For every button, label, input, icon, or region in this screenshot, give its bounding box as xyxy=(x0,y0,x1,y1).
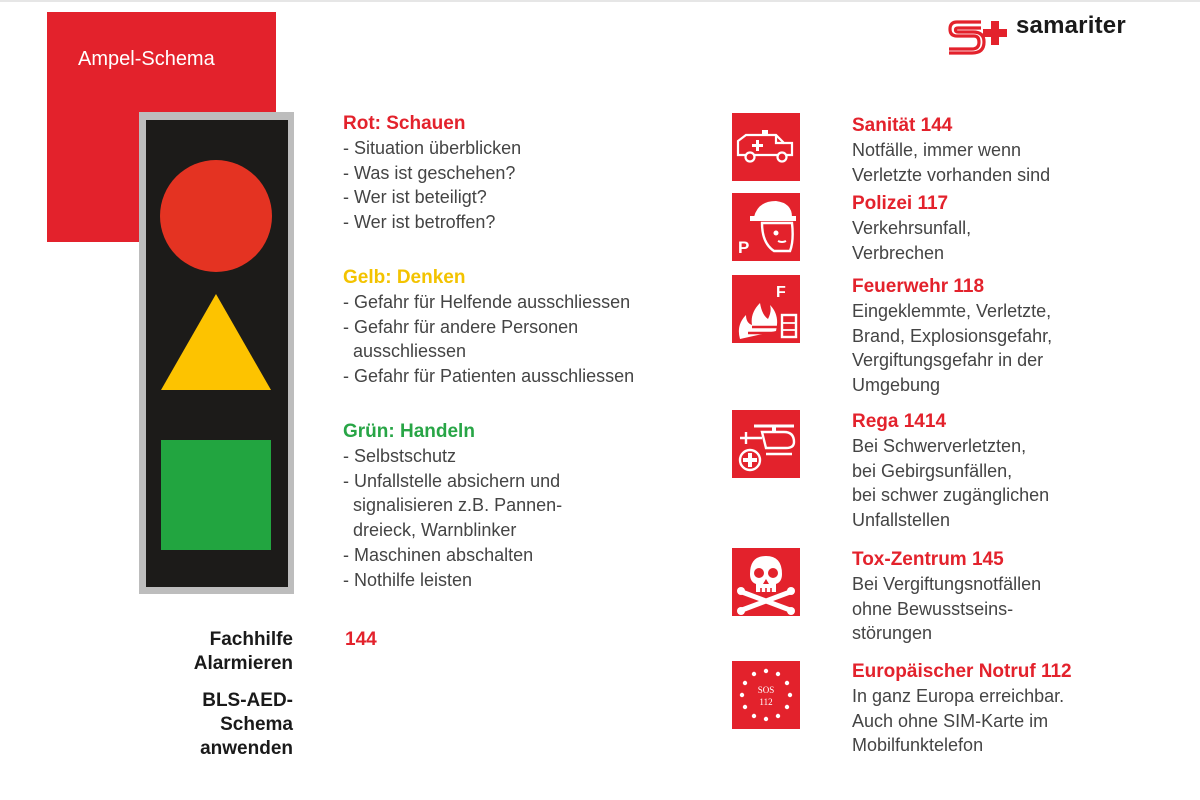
emergency-line: Brand, Explosionsgefahr, xyxy=(852,325,1053,346)
step-line: - Gefahr für andere Personen xyxy=(343,316,579,337)
emergency-entry-feuerwehr xyxy=(852,275,1152,398)
label-line: Schema xyxy=(220,714,293,735)
emergency-title: Feuerwehr 118 xyxy=(852,276,985,297)
step-line: - Situation überblicken xyxy=(343,138,522,158)
label-line: BLS-AED- xyxy=(202,690,293,711)
fire-letter: F xyxy=(776,284,786,301)
emergency-entry-polizei xyxy=(852,192,1152,265)
label-line: anwenden xyxy=(200,738,293,759)
emergency-line: Verletzte vorhanden sind xyxy=(852,164,1051,185)
top-border xyxy=(0,0,1200,2)
emergency-line: bei Gebirgsunfällen, xyxy=(852,460,1013,481)
emergency-line: Vergiftungsgefahr in der xyxy=(852,350,1044,371)
step-line: - Was ist geschehen? xyxy=(343,162,516,183)
label-line: Fachhilfe xyxy=(209,629,293,650)
skull-crossbones-icon xyxy=(732,548,800,616)
emergency-entry-rega xyxy=(852,410,1152,533)
emergency-title: Polizei 117 xyxy=(852,193,949,214)
emergency-line: Bei Vergiftungsnotfällen xyxy=(852,574,1042,594)
fachhilfe-label xyxy=(194,628,293,676)
emergency-line: Auch ohne SIM-Karte im xyxy=(852,710,1049,731)
step-title: Rot: Schauen xyxy=(343,113,466,134)
sos-text: SOS xyxy=(757,685,775,695)
step-line: - Nothilfe leisten xyxy=(343,569,473,590)
eu-stars xyxy=(732,661,800,729)
step-green xyxy=(343,420,713,592)
european-sos-icon xyxy=(732,661,800,729)
label-line: Alarmieren xyxy=(193,653,293,674)
fachhilfe-number: 144 xyxy=(345,629,377,650)
ambulance-icon xyxy=(732,113,800,181)
step-line: - Unfallstelle absichern und xyxy=(343,470,561,491)
step-title: Grün: Handeln xyxy=(343,421,475,442)
emergency-line: Umgebung xyxy=(852,375,941,396)
step-line: - Wer ist beteiligt? xyxy=(343,187,487,208)
step-line: - Gefahr für Helfende ausschliessen xyxy=(343,292,631,312)
emergency-line: Verkehrsunfall, xyxy=(852,218,972,238)
emergency-line: In ganz Europa erreichbar. xyxy=(852,686,1065,706)
step-line: ausschliessen xyxy=(343,341,467,362)
sos-number: 112 xyxy=(759,697,773,707)
step-red xyxy=(343,112,713,235)
emergency-entry-tox xyxy=(852,548,1152,646)
red-light xyxy=(160,160,272,272)
step-line: - Maschinen abschalten xyxy=(343,544,534,565)
step-line: signalisieren z.B. Pannen- xyxy=(343,495,563,516)
bls-label xyxy=(200,689,293,761)
emergency-line: Bei Schwerverletzten, xyxy=(852,436,1027,456)
emergency-title: Sanität 144 xyxy=(852,115,953,136)
police-icon xyxy=(732,193,800,261)
emergency-title: Europäischer Notruf 112 xyxy=(852,661,1072,682)
step-line: - Gefahr für Patienten ausschliessen xyxy=(343,366,635,387)
emergency-title: Rega 1414 xyxy=(852,411,947,432)
green-light xyxy=(161,440,271,550)
emergency-line: bei schwer zugänglichen xyxy=(852,485,1050,506)
step-line: - Wer ist betroffen? xyxy=(343,212,496,233)
page-title: Ampel-Schema xyxy=(78,48,215,70)
step-yellow xyxy=(343,266,713,389)
samariter-logo-icon xyxy=(947,16,1013,56)
emergency-entry-eu xyxy=(852,660,1152,758)
emergency-line: störungen xyxy=(852,623,933,644)
yellow-triangle-light xyxy=(161,294,271,390)
emergency-line: Notfälle, immer wenn xyxy=(852,140,1022,160)
emergency-line: Eingeklemmte, Verletzte, xyxy=(852,301,1052,321)
emergency-title: Tox-Zentrum 145 xyxy=(852,549,1004,570)
fire-brigade-icon xyxy=(732,275,800,343)
step-line: dreieck, Warnblinker xyxy=(343,520,517,541)
emergency-line: ohne Bewusstseins- xyxy=(852,598,1014,619)
rescue-helicopter-icon xyxy=(732,410,800,478)
emergency-line: Verbrechen xyxy=(852,242,945,263)
police-letter: P xyxy=(738,238,750,257)
brand-name: samariter xyxy=(1016,12,1126,39)
step-title: Gelb: Denken xyxy=(343,267,466,288)
emergency-entry-sanitaet xyxy=(852,114,1152,187)
emergency-line: Mobilfunktelefon xyxy=(852,735,984,756)
emergency-line: Unfallstellen xyxy=(852,510,951,531)
step-line: - Selbstschutz xyxy=(343,446,457,466)
